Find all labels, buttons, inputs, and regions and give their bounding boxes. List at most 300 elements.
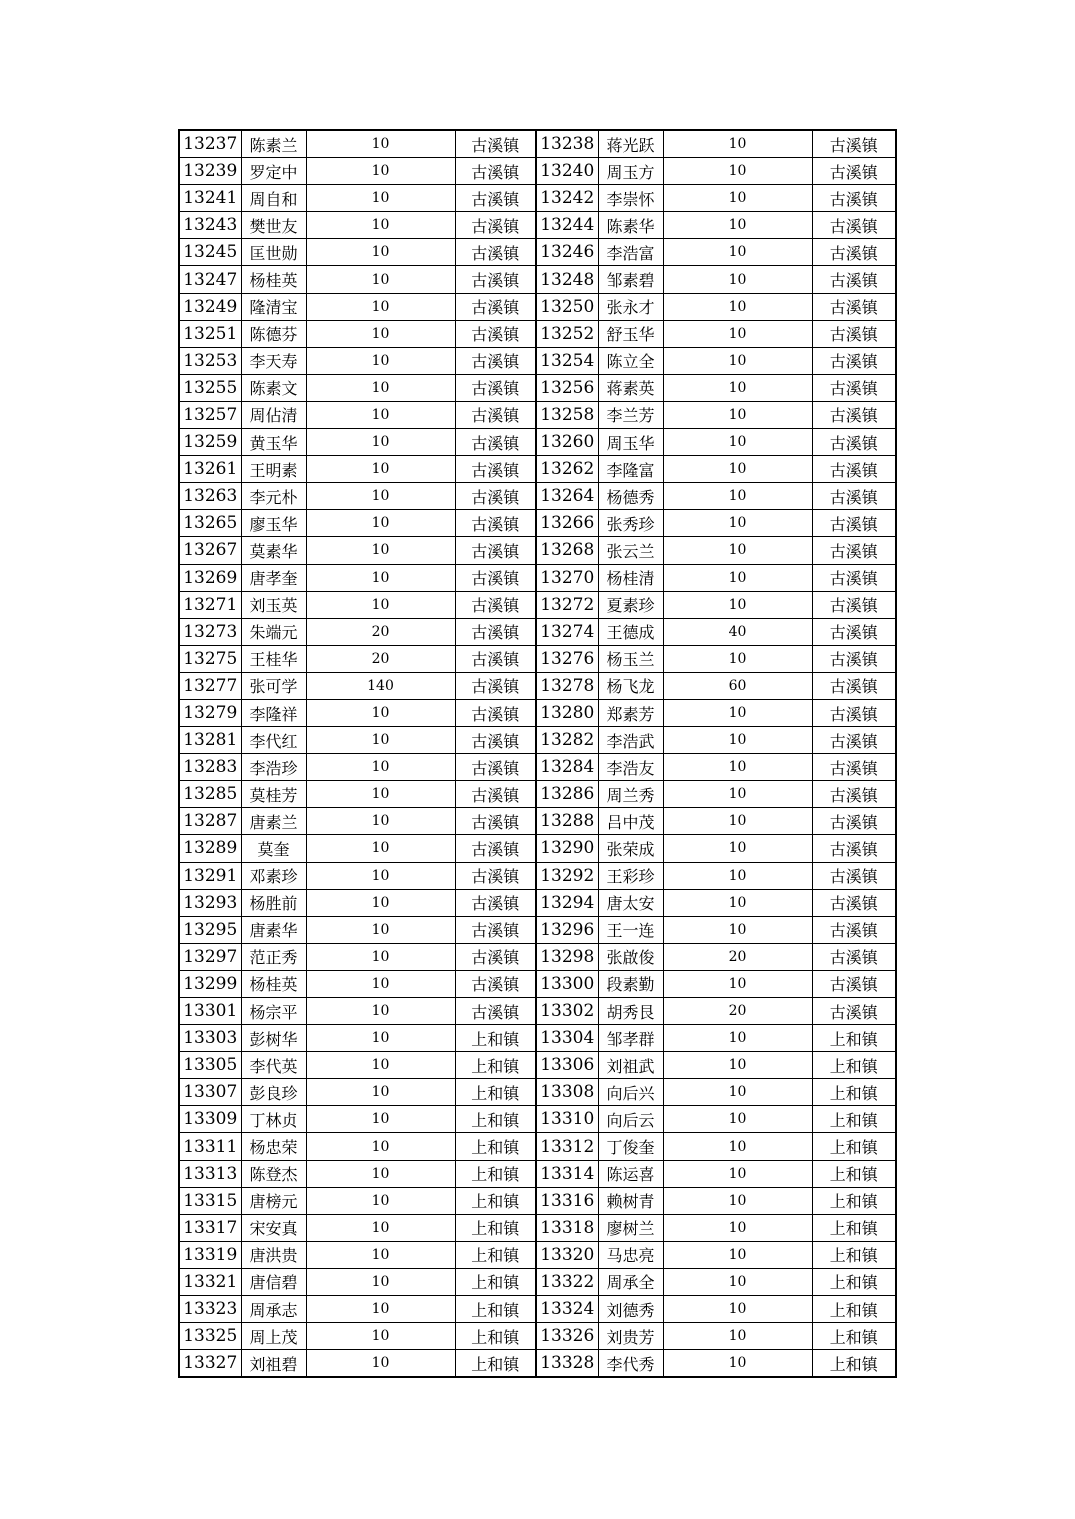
amount-cell: 10 (663, 835, 812, 862)
table-row (179, 754, 896, 781)
record-id-cell: 13241 (179, 185, 241, 212)
amount-cell: 10 (663, 1187, 812, 1214)
town-cell: 上和镇 (455, 1350, 536, 1378)
town-cell: 上和镇 (812, 1241, 896, 1268)
amount-cell: 10 (663, 645, 812, 672)
person-name-cell: 杨胜前 (241, 889, 306, 916)
table-row (179, 1052, 896, 1079)
person-name-cell: 朱端元 (241, 618, 306, 645)
person-name-cell: 邹素碧 (598, 266, 663, 293)
person-name-cell: 唐孝奎 (241, 564, 306, 591)
town-cell: 上和镇 (812, 1025, 896, 1052)
person-name-cell: 廖树兰 (598, 1214, 663, 1241)
person-name-cell: 莫桂芳 (241, 781, 306, 808)
amount-cell: 140 (306, 672, 455, 699)
town-cell: 古溪镇 (812, 429, 896, 456)
record-id-cell: 13274 (536, 618, 598, 645)
record-id-cell: 13281 (179, 727, 241, 754)
amount-cell: 10 (306, 130, 455, 158)
record-id-cell: 13292 (536, 862, 598, 889)
amount-cell: 10 (663, 1214, 812, 1241)
amount-cell: 10 (306, 1025, 455, 1052)
person-name-cell: 舒玉华 (598, 320, 663, 347)
amount-cell: 10 (306, 320, 455, 347)
record-id-cell: 13291 (179, 862, 241, 889)
record-id-cell: 13276 (536, 645, 598, 672)
person-name-cell: 周自和 (241, 185, 306, 212)
town-cell: 上和镇 (455, 1025, 536, 1052)
table-row (179, 781, 896, 808)
amount-cell: 10 (663, 1268, 812, 1295)
town-cell: 古溪镇 (455, 808, 536, 835)
person-name-cell: 张永才 (598, 293, 663, 320)
amount-cell: 10 (663, 889, 812, 916)
town-cell: 古溪镇 (455, 699, 536, 726)
record-id-cell: 13321 (179, 1268, 241, 1295)
town-cell: 上和镇 (455, 1323, 536, 1350)
person-name-cell: 唐榜元 (241, 1187, 306, 1214)
amount-cell: 10 (663, 374, 812, 401)
person-name-cell: 李隆祥 (241, 699, 306, 726)
town-cell: 古溪镇 (812, 239, 896, 266)
amount-cell: 10 (663, 1350, 812, 1378)
records-table (178, 129, 897, 1378)
record-id-cell: 13288 (536, 808, 598, 835)
record-id-cell: 13306 (536, 1052, 598, 1079)
town-cell: 上和镇 (812, 1323, 896, 1350)
record-id-cell: 13242 (536, 185, 598, 212)
record-id-cell: 13265 (179, 510, 241, 537)
person-name-cell: 杨桂英 (241, 970, 306, 997)
record-id-cell: 13263 (179, 483, 241, 510)
town-cell: 古溪镇 (455, 212, 536, 239)
person-name-cell: 陈立全 (598, 347, 663, 374)
town-cell: 上和镇 (812, 1052, 896, 1079)
amount-cell: 60 (663, 672, 812, 699)
record-id-cell: 13298 (536, 943, 598, 970)
person-name-cell: 向后兴 (598, 1079, 663, 1106)
amount-cell: 10 (306, 239, 455, 266)
person-name-cell: 唐太安 (598, 889, 663, 916)
town-cell: 古溪镇 (455, 672, 536, 699)
town-cell: 古溪镇 (812, 970, 896, 997)
town-cell: 古溪镇 (455, 239, 536, 266)
town-cell: 古溪镇 (455, 727, 536, 754)
town-cell: 上和镇 (455, 1214, 536, 1241)
person-name-cell: 刘祖武 (598, 1052, 663, 1079)
record-id-cell: 13327 (179, 1350, 241, 1378)
person-name-cell: 杨桂清 (598, 564, 663, 591)
town-cell: 古溪镇 (455, 185, 536, 212)
table-row (179, 1241, 896, 1268)
table-row (179, 998, 896, 1025)
record-id-cell: 13328 (536, 1350, 598, 1378)
amount-cell: 10 (663, 699, 812, 726)
record-id-cell: 13247 (179, 266, 241, 293)
record-id-cell: 13303 (179, 1025, 241, 1052)
person-name-cell: 丁俊奎 (598, 1133, 663, 1160)
amount-cell: 10 (306, 943, 455, 970)
town-cell: 古溪镇 (455, 158, 536, 185)
table-row (179, 1214, 896, 1241)
person-name-cell: 蒋光跃 (598, 130, 663, 158)
record-id-cell: 13279 (179, 699, 241, 726)
table-row (179, 537, 896, 564)
town-cell: 古溪镇 (455, 564, 536, 591)
table-row (179, 916, 896, 943)
amount-cell: 10 (663, 1025, 812, 1052)
town-cell: 古溪镇 (812, 998, 896, 1025)
record-id-cell: 13293 (179, 889, 241, 916)
town-cell: 上和镇 (812, 1296, 896, 1323)
record-id-cell: 13239 (179, 158, 241, 185)
record-id-cell: 13237 (179, 130, 241, 158)
town-cell: 古溪镇 (812, 618, 896, 645)
table-row (179, 401, 896, 428)
person-name-cell: 邓素珍 (241, 862, 306, 889)
record-id-cell: 13316 (536, 1187, 598, 1214)
record-id-cell: 13315 (179, 1187, 241, 1214)
amount-cell: 10 (663, 239, 812, 266)
person-name-cell: 王彩珍 (598, 862, 663, 889)
town-cell: 古溪镇 (812, 130, 896, 158)
record-id-cell: 13251 (179, 320, 241, 347)
town-cell: 上和镇 (455, 1133, 536, 1160)
town-cell: 古溪镇 (812, 537, 896, 564)
town-cell: 古溪镇 (455, 266, 536, 293)
town-cell: 上和镇 (812, 1214, 896, 1241)
person-name-cell: 唐素华 (241, 916, 306, 943)
person-name-cell: 张可学 (241, 672, 306, 699)
person-name-cell: 黄玉华 (241, 429, 306, 456)
record-id-cell: 13313 (179, 1160, 241, 1187)
person-name-cell: 李浩友 (598, 754, 663, 781)
record-id-cell: 13278 (536, 672, 598, 699)
amount-cell: 10 (306, 293, 455, 320)
town-cell: 古溪镇 (455, 781, 536, 808)
table-row (179, 483, 896, 510)
table-row (179, 1296, 896, 1323)
amount-cell: 10 (663, 320, 812, 347)
record-id-cell: 13296 (536, 916, 598, 943)
town-cell: 上和镇 (455, 1187, 536, 1214)
person-name-cell: 李崇怀 (598, 185, 663, 212)
record-id-cell: 13283 (179, 754, 241, 781)
person-name-cell: 唐素兰 (241, 808, 306, 835)
amount-cell: 10 (306, 564, 455, 591)
table-row (179, 1079, 896, 1106)
person-name-cell: 向后云 (598, 1106, 663, 1133)
person-name-cell: 张啟俊 (598, 943, 663, 970)
record-id-cell: 13302 (536, 998, 598, 1025)
person-name-cell: 周佔清 (241, 401, 306, 428)
town-cell: 古溪镇 (455, 429, 536, 456)
amount-cell: 10 (663, 591, 812, 618)
town-cell: 古溪镇 (455, 510, 536, 537)
person-name-cell: 刘玉英 (241, 591, 306, 618)
town-cell: 古溪镇 (812, 564, 896, 591)
town-cell: 古溪镇 (812, 401, 896, 428)
record-id-cell: 13261 (179, 456, 241, 483)
town-cell: 古溪镇 (812, 320, 896, 347)
amount-cell: 10 (306, 1160, 455, 1187)
record-id-cell: 13297 (179, 943, 241, 970)
town-cell: 古溪镇 (812, 483, 896, 510)
town-cell: 古溪镇 (812, 808, 896, 835)
record-id-cell: 13308 (536, 1079, 598, 1106)
person-name-cell: 李元朴 (241, 483, 306, 510)
amount-cell: 10 (306, 456, 455, 483)
table-row (179, 185, 896, 212)
record-id-cell: 13238 (536, 130, 598, 158)
table-row (179, 212, 896, 239)
town-cell: 古溪镇 (812, 672, 896, 699)
town-cell: 古溪镇 (455, 943, 536, 970)
record-id-cell: 13299 (179, 970, 241, 997)
amount-cell: 10 (663, 483, 812, 510)
record-id-cell: 13312 (536, 1133, 598, 1160)
record-id-cell: 13290 (536, 835, 598, 862)
amount-cell: 10 (306, 889, 455, 916)
town-cell: 上和镇 (812, 1350, 896, 1378)
town-cell: 古溪镇 (455, 916, 536, 943)
amount-cell: 10 (663, 1296, 812, 1323)
person-name-cell: 邹孝群 (598, 1025, 663, 1052)
amount-cell: 10 (306, 916, 455, 943)
person-name-cell: 杨玉兰 (598, 645, 663, 672)
record-id-cell: 13273 (179, 618, 241, 645)
town-cell: 古溪镇 (455, 130, 536, 158)
town-cell: 古溪镇 (455, 537, 536, 564)
person-name-cell: 陈德芬 (241, 320, 306, 347)
record-id-cell: 13272 (536, 591, 598, 618)
amount-cell: 10 (663, 293, 812, 320)
amount-cell: 10 (306, 401, 455, 428)
record-id-cell: 13282 (536, 727, 598, 754)
table-row (179, 320, 896, 347)
town-cell: 上和镇 (455, 1160, 536, 1187)
record-id-cell: 13323 (179, 1296, 241, 1323)
person-name-cell: 范正秀 (241, 943, 306, 970)
record-id-cell: 13244 (536, 212, 598, 239)
town-cell: 古溪镇 (812, 916, 896, 943)
record-id-cell: 13270 (536, 564, 598, 591)
record-id-cell: 13325 (179, 1323, 241, 1350)
person-name-cell: 马忠亮 (598, 1241, 663, 1268)
record-id-cell: 13266 (536, 510, 598, 537)
amount-cell: 10 (306, 998, 455, 1025)
amount-cell: 10 (306, 808, 455, 835)
town-cell: 古溪镇 (812, 862, 896, 889)
amount-cell: 10 (306, 1052, 455, 1079)
record-id-cell: 13301 (179, 998, 241, 1025)
person-name-cell: 李浩富 (598, 239, 663, 266)
town-cell: 古溪镇 (812, 835, 896, 862)
town-cell: 古溪镇 (455, 998, 536, 1025)
person-name-cell: 莫素华 (241, 537, 306, 564)
amount-cell: 10 (663, 564, 812, 591)
table-row (179, 835, 896, 862)
table-row (179, 1323, 896, 1350)
person-name-cell: 王明素 (241, 456, 306, 483)
person-name-cell: 丁林贞 (241, 1106, 306, 1133)
amount-cell: 20 (663, 943, 812, 970)
person-name-cell: 莫奎 (241, 835, 306, 862)
amount-cell: 10 (306, 591, 455, 618)
amount-cell: 10 (306, 781, 455, 808)
person-name-cell: 夏素珍 (598, 591, 663, 618)
town-cell: 古溪镇 (812, 699, 896, 726)
record-id-cell: 13295 (179, 916, 241, 943)
person-name-cell: 匡世勋 (241, 239, 306, 266)
amount-cell: 10 (663, 1106, 812, 1133)
town-cell: 古溪镇 (455, 754, 536, 781)
person-name-cell: 李浩武 (598, 727, 663, 754)
amount-cell: 10 (306, 754, 455, 781)
town-cell: 古溪镇 (812, 456, 896, 483)
town-cell: 上和镇 (812, 1079, 896, 1106)
amount-cell: 10 (306, 1350, 455, 1378)
amount-cell: 10 (663, 754, 812, 781)
record-id-cell: 13267 (179, 537, 241, 564)
person-name-cell: 张秀珍 (598, 510, 663, 537)
town-cell: 上和镇 (812, 1187, 896, 1214)
amount-cell: 10 (306, 185, 455, 212)
record-id-cell: 13322 (536, 1268, 598, 1295)
record-id-cell: 13310 (536, 1106, 598, 1133)
amount-cell: 10 (306, 266, 455, 293)
amount-cell: 20 (306, 645, 455, 672)
town-cell: 古溪镇 (812, 266, 896, 293)
record-id-cell: 13289 (179, 835, 241, 862)
table-row (179, 943, 896, 970)
amount-cell: 10 (663, 1323, 812, 1350)
amount-cell: 10 (306, 1214, 455, 1241)
record-id-cell: 13319 (179, 1241, 241, 1268)
person-name-cell: 李代秀 (598, 1350, 663, 1378)
amount-cell: 10 (663, 401, 812, 428)
person-name-cell: 周承志 (241, 1296, 306, 1323)
record-id-cell: 13249 (179, 293, 241, 320)
record-id-cell: 13280 (536, 699, 598, 726)
table-row (179, 1160, 896, 1187)
table-row (179, 699, 896, 726)
town-cell: 古溪镇 (812, 754, 896, 781)
amount-cell: 10 (663, 158, 812, 185)
town-cell: 上和镇 (812, 1133, 896, 1160)
record-id-cell: 13252 (536, 320, 598, 347)
amount-cell: 10 (663, 808, 812, 835)
town-cell: 古溪镇 (812, 158, 896, 185)
amount-cell: 10 (663, 1241, 812, 1268)
person-name-cell: 刘贵芳 (598, 1323, 663, 1350)
person-name-cell: 李隆富 (598, 456, 663, 483)
table-row (179, 889, 896, 916)
table-row (179, 564, 896, 591)
amount-cell: 10 (306, 510, 455, 537)
amount-cell: 10 (306, 1296, 455, 1323)
person-name-cell: 唐洪贵 (241, 1241, 306, 1268)
town-cell: 古溪镇 (455, 618, 536, 645)
record-id-cell: 13264 (536, 483, 598, 510)
amount-cell: 10 (306, 483, 455, 510)
town-cell: 上和镇 (455, 1106, 536, 1133)
amount-cell: 10 (663, 266, 812, 293)
person-name-cell: 唐信碧 (241, 1268, 306, 1295)
amount-cell: 20 (306, 618, 455, 645)
record-id-cell: 13268 (536, 537, 598, 564)
amount-cell: 10 (306, 970, 455, 997)
town-cell: 古溪镇 (812, 347, 896, 374)
person-name-cell: 郑素芳 (598, 699, 663, 726)
town-cell: 古溪镇 (812, 212, 896, 239)
person-name-cell: 李兰芳 (598, 401, 663, 428)
person-name-cell: 周上茂 (241, 1323, 306, 1350)
person-name-cell: 杨宗平 (241, 998, 306, 1025)
table-row (179, 1106, 896, 1133)
table-row (179, 374, 896, 401)
town-cell: 古溪镇 (455, 456, 536, 483)
record-id-cell: 13320 (536, 1241, 598, 1268)
town-cell: 古溪镇 (455, 293, 536, 320)
town-cell: 上和镇 (455, 1079, 536, 1106)
table-row (179, 1133, 896, 1160)
record-id-cell: 13287 (179, 808, 241, 835)
town-cell: 古溪镇 (812, 943, 896, 970)
record-id-cell: 13262 (536, 456, 598, 483)
record-id-cell: 13271 (179, 591, 241, 618)
town-cell: 古溪镇 (455, 970, 536, 997)
person-name-cell: 王桂华 (241, 645, 306, 672)
person-name-cell: 蒋素英 (598, 374, 663, 401)
record-id-cell: 13250 (536, 293, 598, 320)
amount-cell: 10 (306, 1187, 455, 1214)
table-row (179, 239, 896, 266)
person-name-cell: 周玉华 (598, 429, 663, 456)
record-id-cell: 13275 (179, 645, 241, 672)
record-id-cell: 13269 (179, 564, 241, 591)
record-id-cell: 13294 (536, 889, 598, 916)
person-name-cell: 王一连 (598, 916, 663, 943)
town-cell: 上和镇 (455, 1052, 536, 1079)
amount-cell: 10 (306, 1133, 455, 1160)
table-row (179, 970, 896, 997)
town-cell: 古溪镇 (812, 185, 896, 212)
table-row (179, 862, 896, 889)
person-name-cell: 周兰秀 (598, 781, 663, 808)
amount-cell: 10 (663, 212, 812, 239)
record-id-cell: 13324 (536, 1296, 598, 1323)
record-id-cell: 13248 (536, 266, 598, 293)
table-row (179, 1268, 896, 1295)
person-name-cell: 李代红 (241, 727, 306, 754)
table-body (179, 130, 896, 1377)
record-id-cell: 13317 (179, 1214, 241, 1241)
person-name-cell: 赖树青 (598, 1187, 663, 1214)
person-name-cell: 杨忠荣 (241, 1133, 306, 1160)
amount-cell: 10 (306, 1323, 455, 1350)
person-name-cell: 罗定中 (241, 158, 306, 185)
amount-cell: 40 (663, 618, 812, 645)
person-name-cell: 陈素文 (241, 374, 306, 401)
amount-cell: 10 (663, 970, 812, 997)
person-name-cell: 彭树华 (241, 1025, 306, 1052)
record-id-cell: 13300 (536, 970, 598, 997)
town-cell: 古溪镇 (455, 645, 536, 672)
person-name-cell: 宋安真 (241, 1214, 306, 1241)
town-cell: 古溪镇 (812, 374, 896, 401)
person-name-cell: 陈素兰 (241, 130, 306, 158)
